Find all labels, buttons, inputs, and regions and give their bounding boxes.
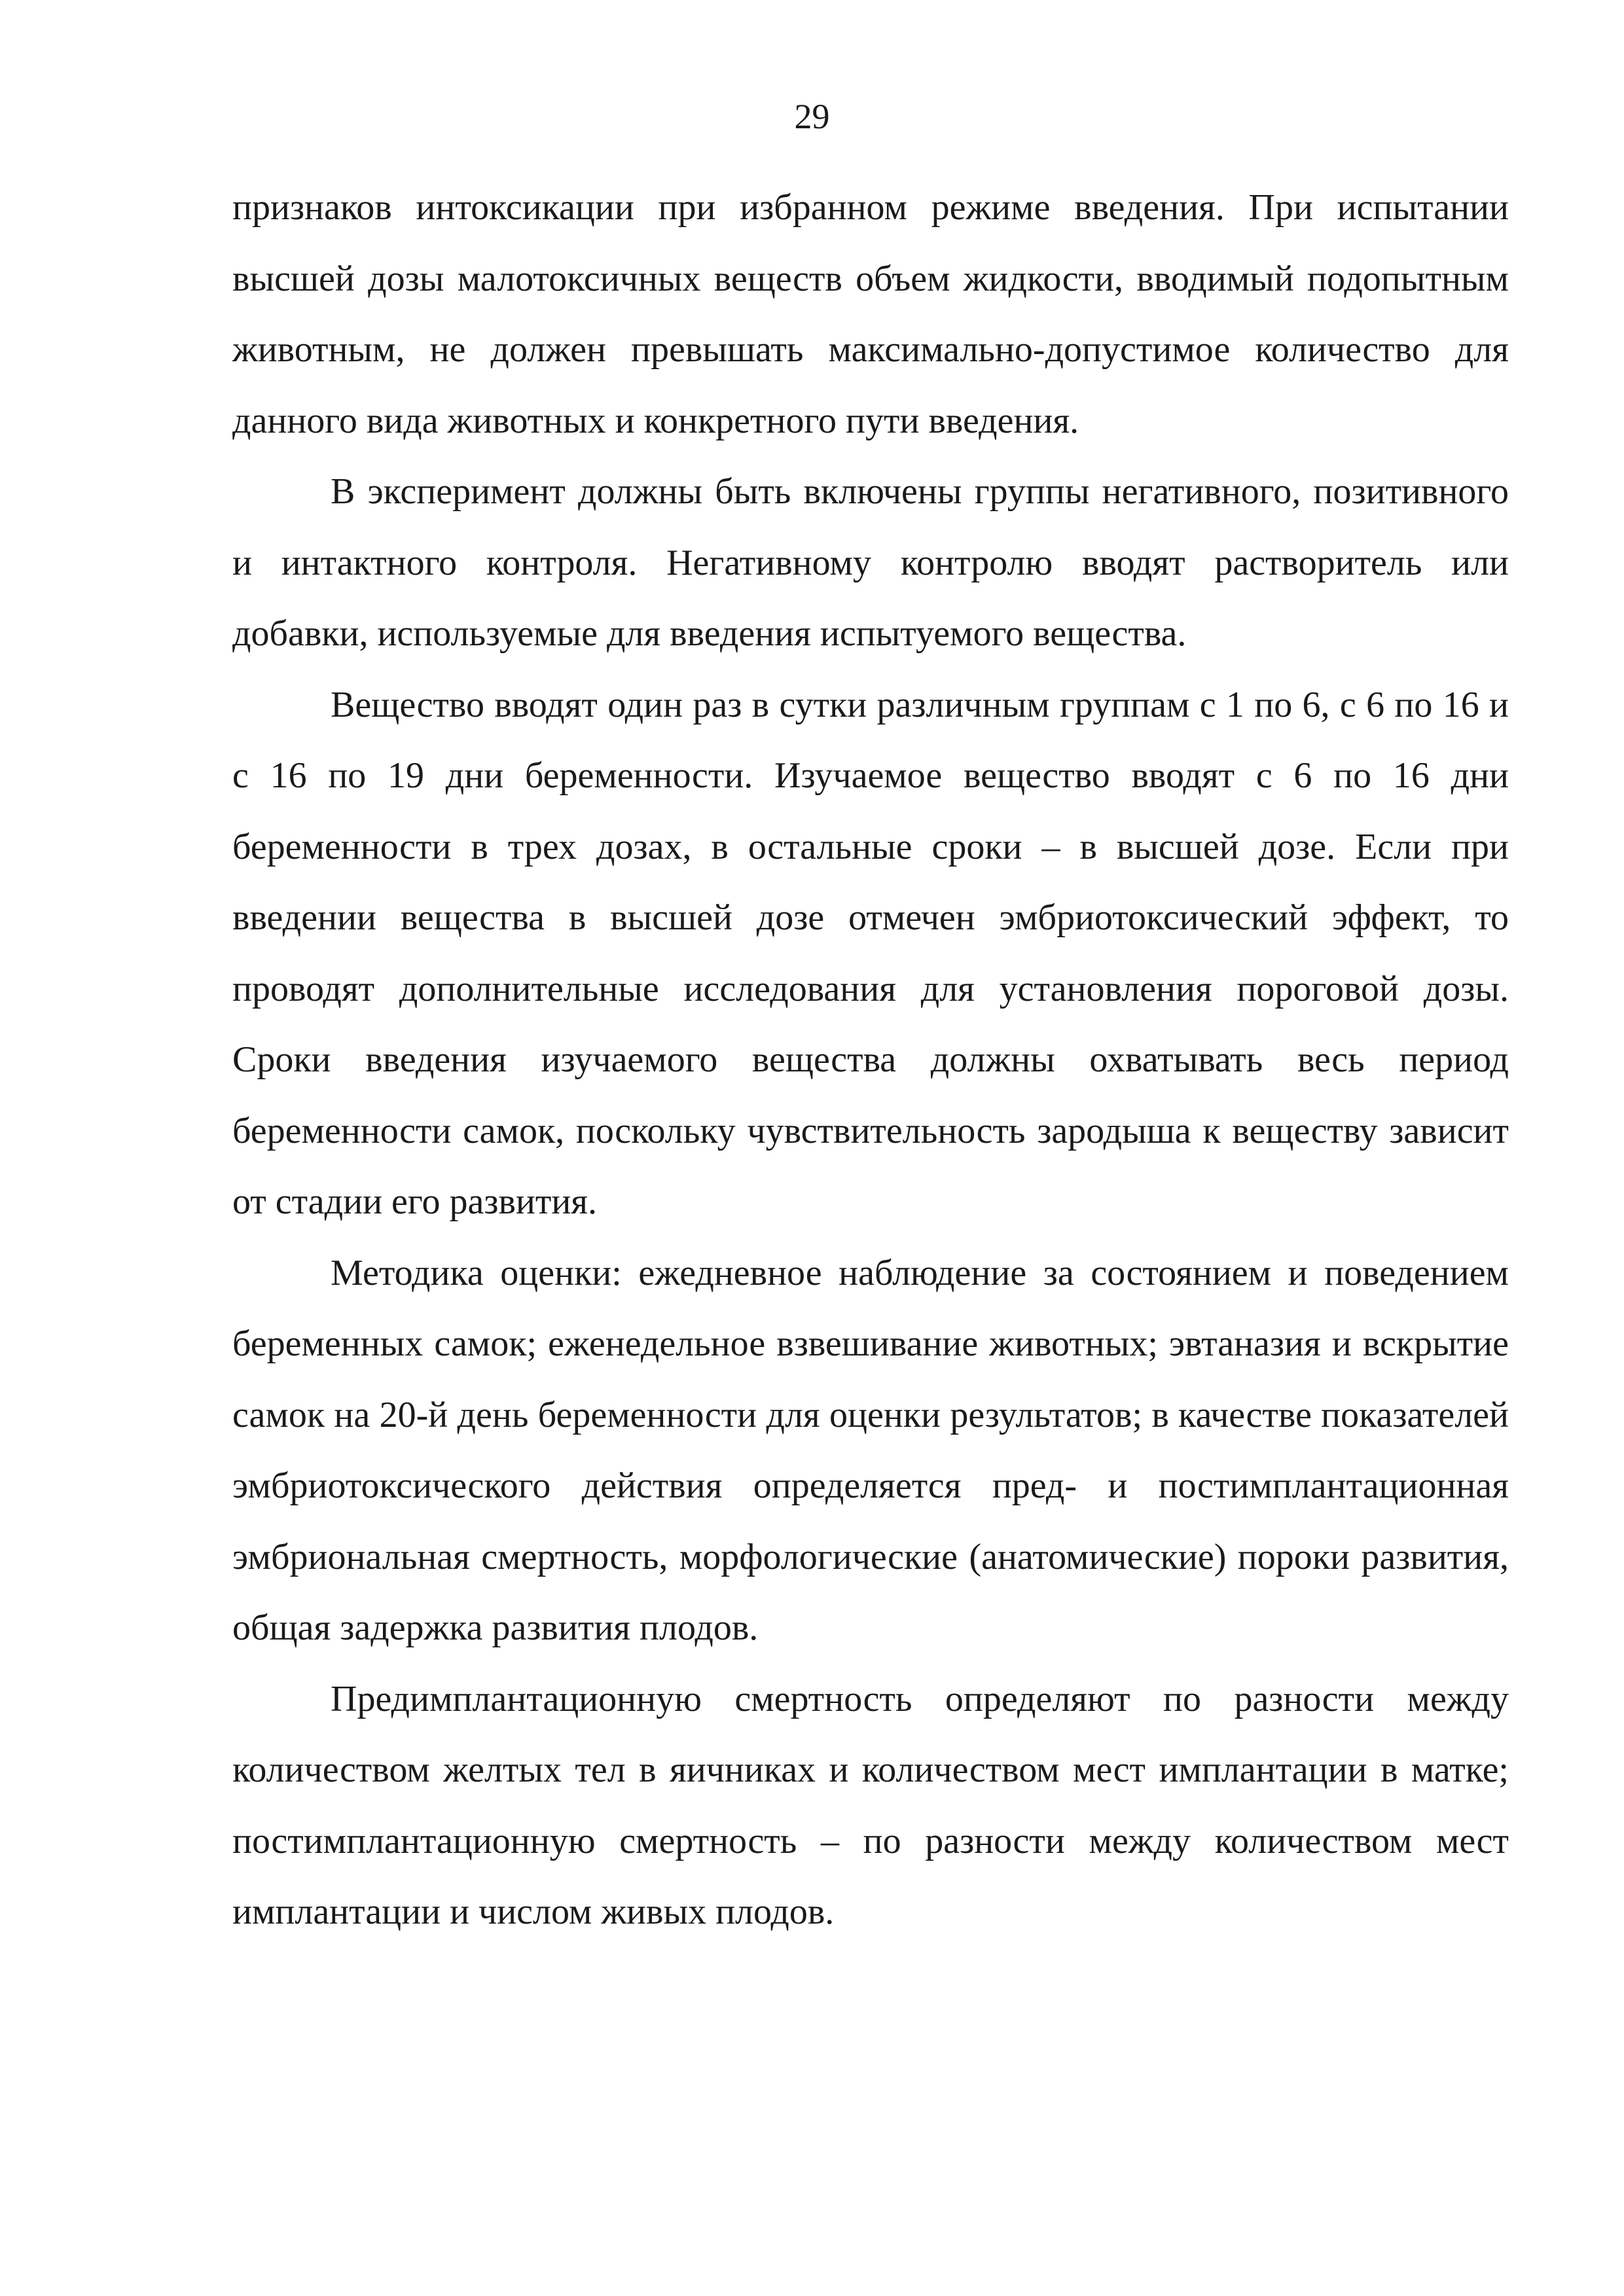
page-number: 29 [794, 97, 830, 136]
paragraph-control-groups: В эксперимент должны быть включены группы негативного, позитивного и интактного контроля. Негативному контролю вводят растворитель или добавки, используемые для введения испытуемого вещества. [232, 471, 1509, 654]
document-body [232, 172, 1509, 1948]
paragraph-continuation: признаков интоксикации при избранном режиме введения. При испытании высшей дозы малотоксичных веществ объем жидкости, вводимый подопытным животным, не должен превышать максимально-допустимое количество для данного вида животных и конкретного пути введения. [232, 187, 1509, 441]
paragraph-dosing-schedule: Вещество вводят один раз в сутки различным группам с 1 по 6, с 6 по 16 и с 16 по 19 дни беременности. Изучаемое вещество вводят с 6 по 16 дни беременности в трех дозах, в остальные сроки – в высшей дозе. Если при введении вещества в высшей дозе отмечен эмбриотоксический эффект, то проводят дополнительные исследования для установления пороговой дозы. Сроки введения изучаемого вещества должны охватывать весь период беременности самок, поскольку чувствительность зародыша к веществу зависит от стадии его развития. [232, 684, 1509, 1222]
paragraph-evaluation-method: Методика оценки: ежедневное наблюдение за состоянием и поведением беременных самок; еженедельное взвешивание животных; эвтаназия и вскрытие самок на 20-й день беременности для оценки результатов; в качестве показателей эмбриотоксического действия определяется пред- и постимплантационная эмбриональная смертность, морфологические (анатомические) пороки развития, общая задержка развития плодов. [232, 1252, 1509, 1648]
paragraph-mortality-calculation: Предимплантационную смертность определяют по разности между количеством желтых тел в яичниках и количеством мест имплантации в матке; постимплантационную смертность – по разности между количеством мест имплантации и числом живых плодов. [232, 1678, 1509, 1932]
